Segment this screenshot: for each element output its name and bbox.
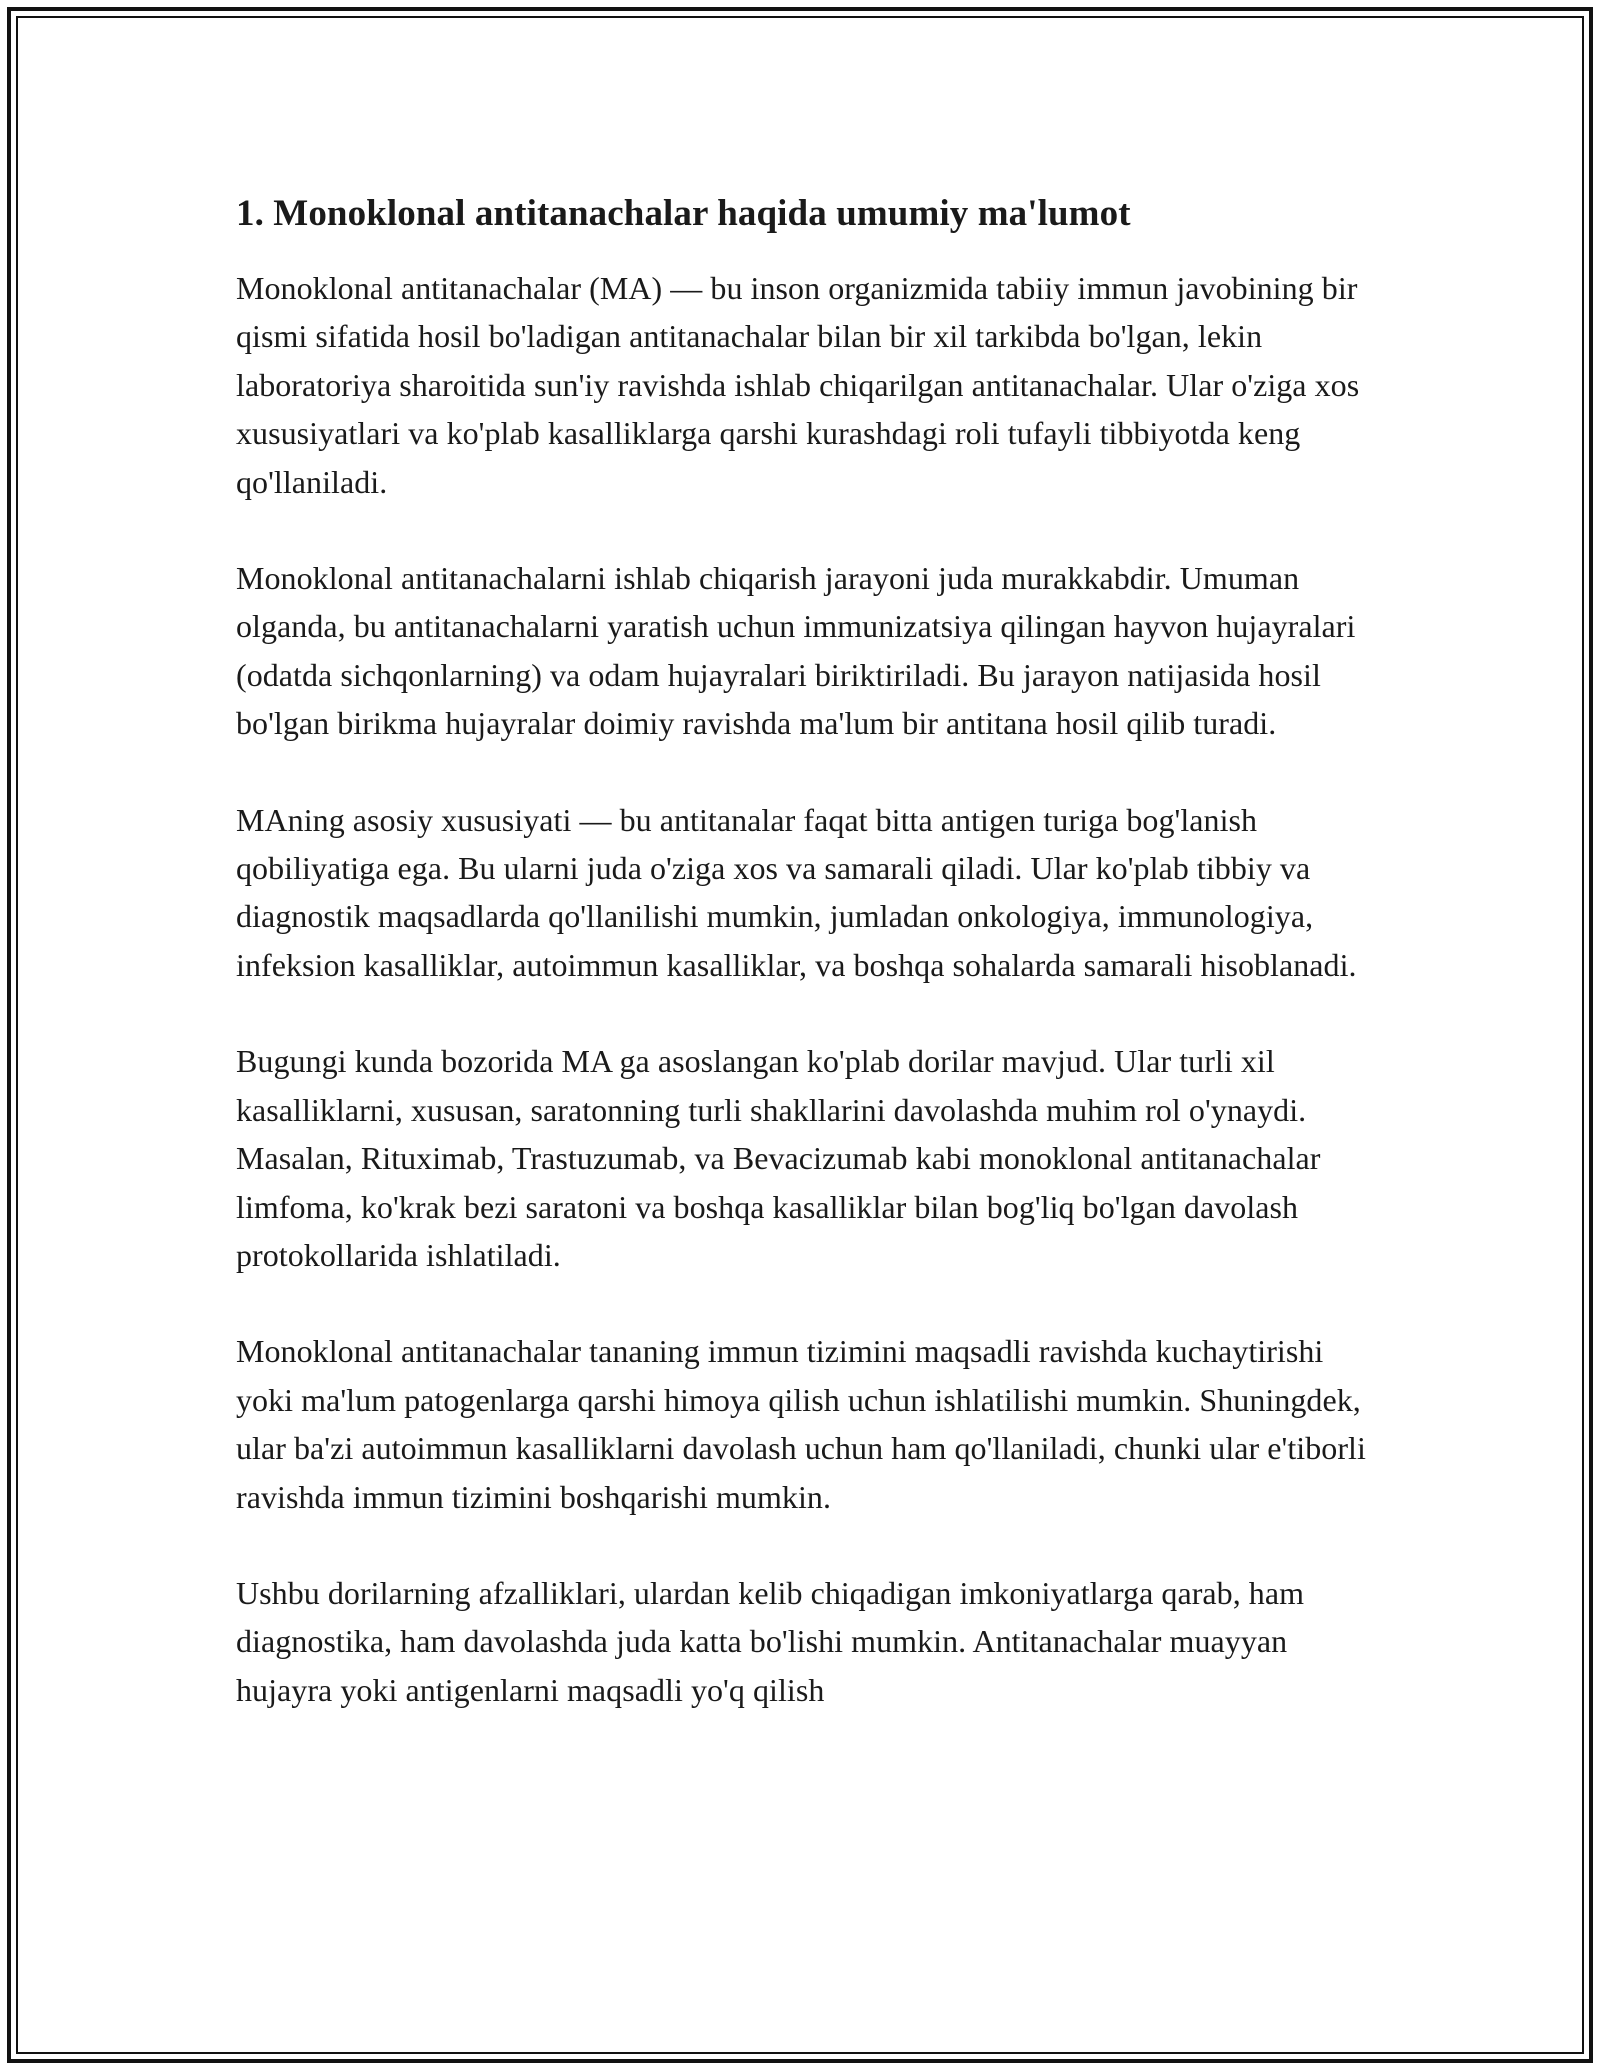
- section-heading: 1. Monoklonal antitanachalar haqida umumiy ma'lumot: [236, 193, 1131, 234]
- paragraph-definition: Monoklonal antitanachalar (MA) — bu inson organizmida tabiiy immun javobining bir qismi sifatida hosil bo'ladigan antitanachalar bilan bir xil tarkibda bo'lgan, lekin laboratoriya sharoitida sun'iy ravishda ishlab chiqarilgan antitanachalar. Ular o'ziga xos xususiyatlari va ko'plab kasalliklarga qarshi kurashdagi roli tufayli tibbiyotda keng qo'llaniladi.: [236, 270, 1360, 500]
- paragraph-drugs: Bugungi kunda bozorida MA ga asoslangan ko'plab dorilar mavjud. Ular turli xil kasalliklarni, xususan, saratonning turli shakllarini davolashda muhim rol o'ynaydi. Masalan, Rituximab, Trastuzumab, va Bevacizumab kabi monoklonal antitanachalar limfoma, ko'krak bezi saratoni va boshqa kasalliklar bilan bog'liq bo'lgan davolash protokollarida ishlatiladi.: [236, 1043, 1321, 1273]
- document-body: [236, 186, 1376, 1762]
- paragraph-advantages: Ushbu dorilarning afzalliklari, ulardan kelib chiqadigan imkoniyatlarga qarab, ham diagnostika, ham davolashda juda katta bo'lishi mumkin. Antitanachalar muayyan hujayra yoki antigenlarni maqsadli yo'q qilish: [236, 1574, 1305, 1708]
- paragraph-properties: MAning asosiy xususiyati — bu antitanalar faqat bitta antigen turiga bog'lanish qobiliyatiga ega. Bu ularni juda o'ziga xos va samarali qiladi. Ular ko'plab tibbiy va diagnostik maqsadlarda qo'llanilishi mumkin, jumladan onkologiya, immunologiya, infeksion kasalliklar, autoimmun kasalliklar, va boshqa sohalarda samarali hisoblanadi.: [236, 801, 1357, 983]
- paragraph-production: Monoklonal antitanachalarni ishlab chiqarish jarayoni juda murakkabdir. Umuman olganda, bu antitanachalarni yaratish uchun immunizatsiya qilingan hayvon hujayralari (odatda sichqonlarning) va odam hujayralari biriktiriladi. Bu jarayon natijasida hosil bo'lgan birikma hujayralar doimiy ravishda ma'lum bir antitana hosil qilib turadi.: [236, 560, 1356, 742]
- paragraph-immune-system: Monoklonal antitanachalar tananing immun tizimini maqsadli ravishda kuchaytirishi yoki ma'lum patogenlarga qarshi himoya qilish uchun ishlatilishi mumkin. Shuningdek, ular ba'zi autoimmun kasalliklarni davolash uchun ham qo'llaniladi, chunki ular e'tiborli ravishda immun tizimini boshqarishi mumkin.: [236, 1333, 1366, 1515]
